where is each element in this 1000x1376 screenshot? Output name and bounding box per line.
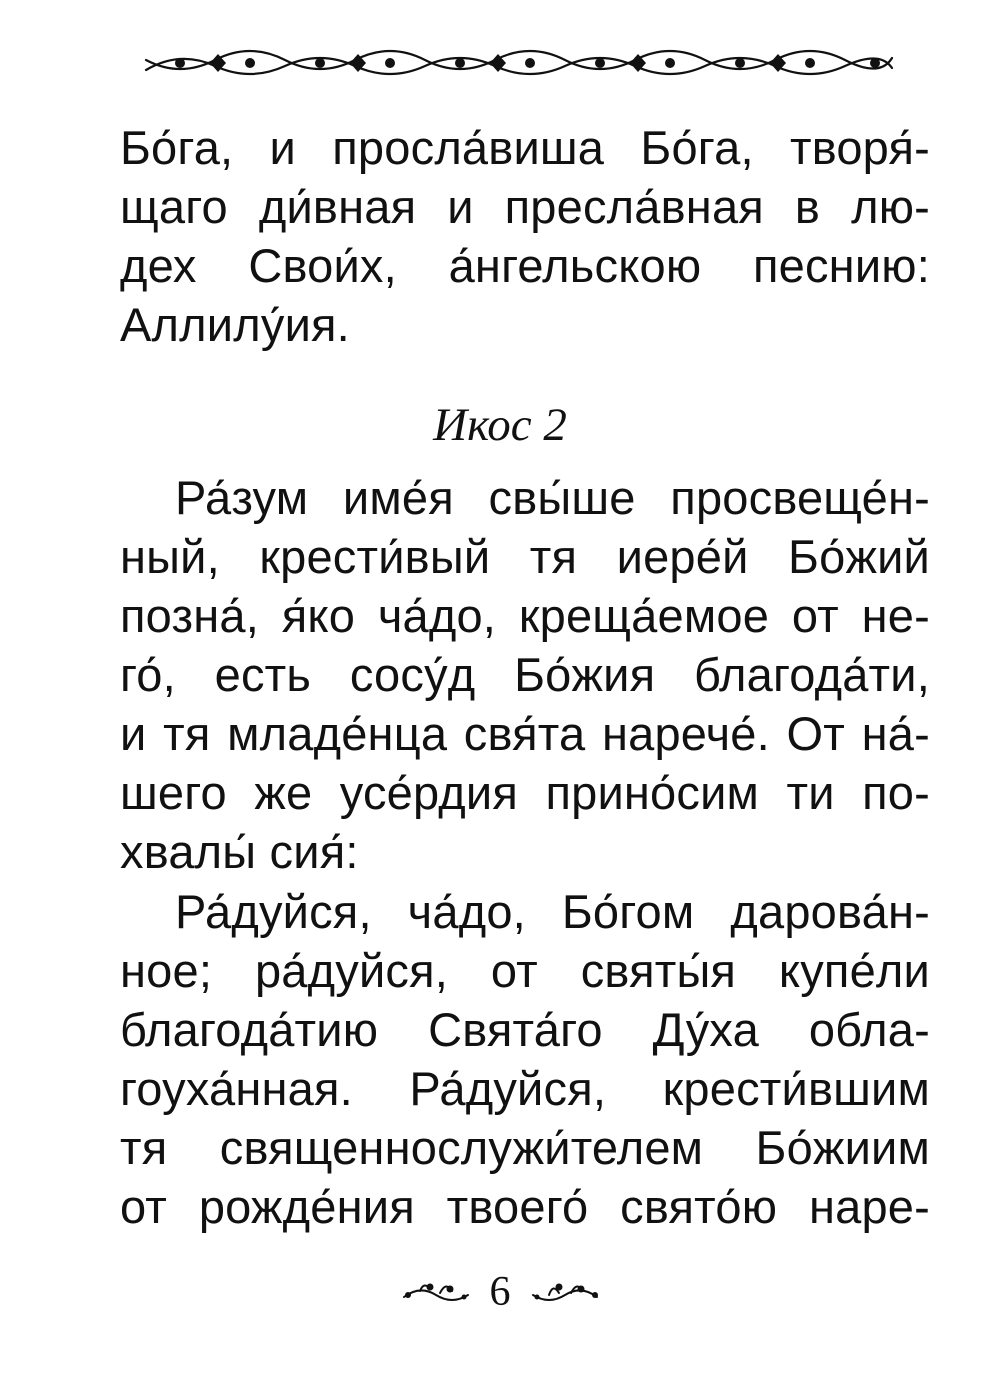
text-line: Ра́дуйся, ча́до, Бо́гом дарова́н- — [175, 885, 930, 938]
text-line: шего же усе́рдия прино́сим ти по- — [120, 766, 930, 819]
text-line: дех Свои́х, а́нгельскою песнию: — [120, 239, 930, 292]
text-line: ный, крести́вый тя иере́й Бо́жий — [120, 530, 930, 583]
text-line: хвалы́ сия́: — [120, 825, 359, 878]
text-line: от рожде́ния твоего́ свято́ю наре- — [120, 1180, 930, 1233]
text-line: Аллилу́ия. — [120, 298, 350, 351]
floral-sprig-left-icon — [400, 1277, 472, 1307]
text-line: Ра́зум име́я свы́ше просвеще́н- — [175, 471, 930, 524]
floral-border-ornament-icon — [140, 46, 900, 80]
text-line: го́, есть сосу́д Бо́жия благода́ти, — [120, 648, 930, 701]
page-number: 6 — [489, 1269, 511, 1315]
paragraph-rejoice — [120, 882, 930, 1236]
text-line: Бо́га, и просла́виша Бо́га, творя́- — [120, 121, 930, 174]
text-line: ное; ра́дуйся, от святы́я купе́ли — [120, 944, 930, 997]
section-heading: Икос 2 — [433, 399, 567, 451]
floral-sprig-right-icon — [529, 1277, 601, 1307]
paragraph-continuation — [120, 118, 930, 354]
text-line: позна́, я́ко ча́до, креща́емое от не- — [120, 589, 930, 642]
text-line: благода́тию Свята́го Ду́ха обла- — [120, 1003, 930, 1056]
text-line: тя священнослужи́телем Бо́жиим — [120, 1121, 930, 1174]
text-line: щаго ди́вная и пресла́вная в лю- — [120, 180, 930, 233]
paragraph-ikos — [120, 468, 930, 881]
page-footer — [0, 1262, 1000, 1322]
text-line: гоуха́нная. Ра́дуйся, крести́вшим — [120, 1062, 930, 1115]
text-line: и тя младе́нца свя́та нарече́. От на́- — [120, 707, 930, 760]
